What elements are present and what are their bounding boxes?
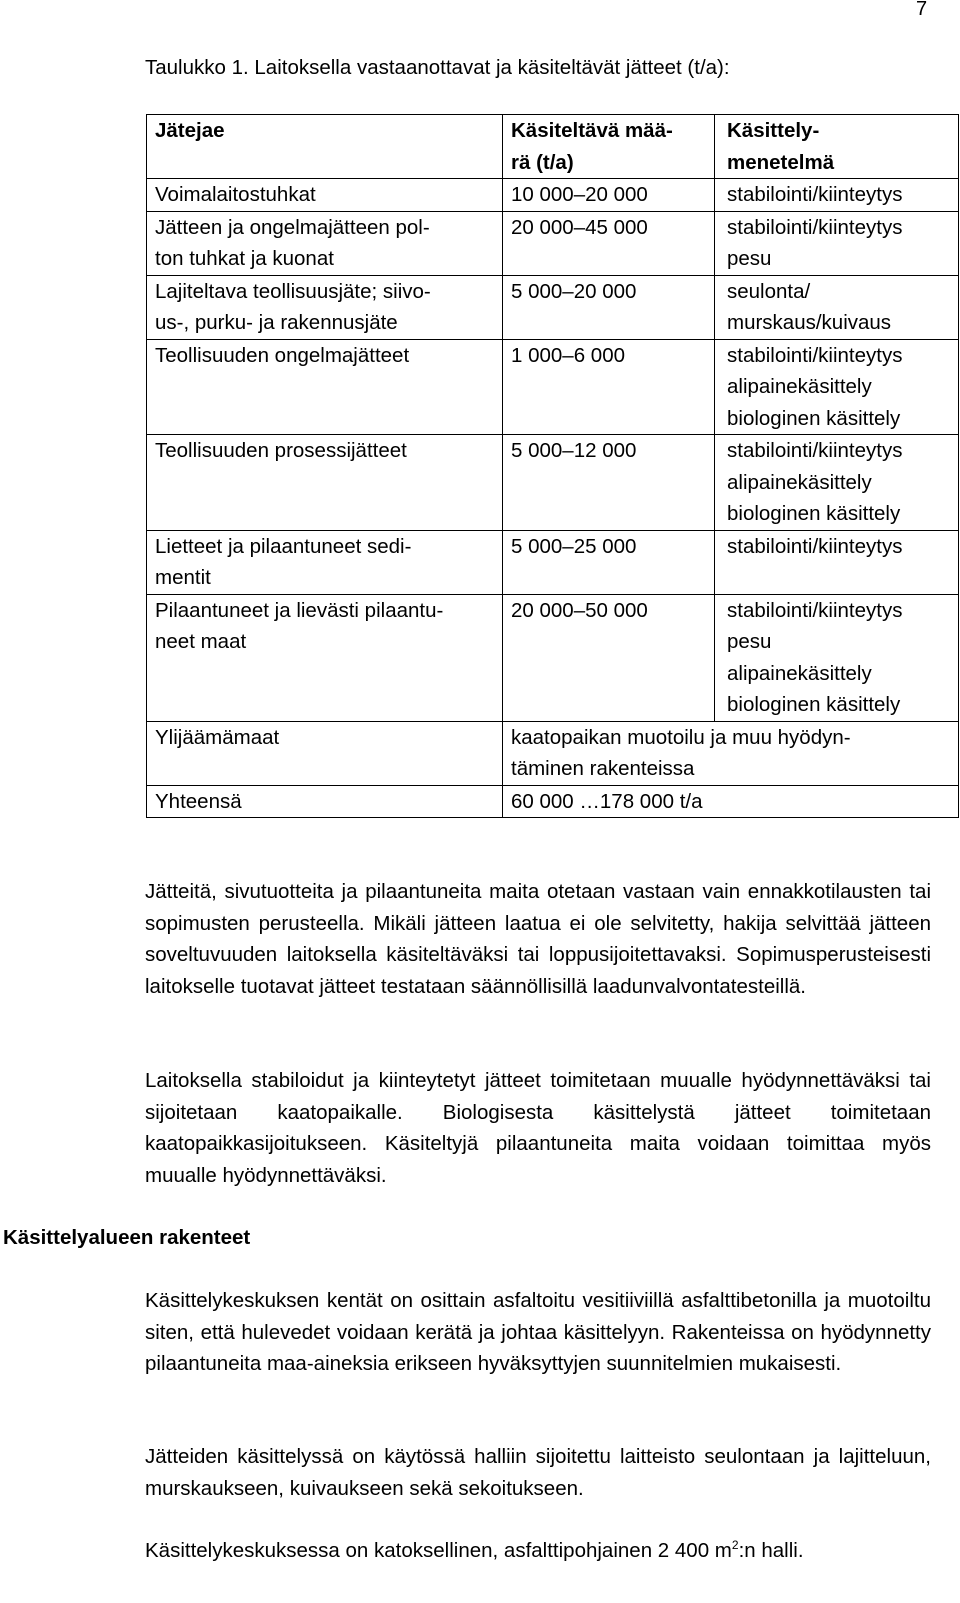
cell-line: Jätteen ja ongelmajätteen pol- (155, 215, 430, 239)
cell-amount: 10 000–20 000 (503, 179, 715, 212)
cell-waste (147, 530, 503, 594)
cell-line: stabilointi/kiinteytys (727, 343, 903, 367)
cell-line: mentit (155, 566, 211, 589)
cell-amount: 1 000–6 000 (503, 339, 715, 435)
cell-line: neet maat (155, 630, 247, 653)
cell-method (715, 435, 959, 531)
table-row (147, 179, 959, 212)
cell-amount: 20 000–50 000 (503, 594, 715, 721)
table-row (147, 530, 959, 594)
cell-line: stabilointi/kiinteytys (727, 183, 903, 206)
table-row (147, 339, 959, 435)
section-heading: Käsittelyalueen rakenteet (3, 1226, 251, 1249)
cell-amount: 5 000–25 000 (503, 530, 715, 594)
header-amount-line: rä (t/a) (511, 150, 574, 174)
table-caption: Taulukko 1. Laitoksella vastaanottavat ja käsiteltävät jätteet (t/a): (145, 56, 730, 79)
header-method-line: menetelmä (727, 150, 835, 174)
header-method-line: Käsittely- (727, 119, 820, 142)
table-row-total (147, 785, 959, 818)
cell-line: biologinen käsittely (727, 693, 901, 716)
paragraph-acceptance: Jätteitä, sivutuotteita ja pilaantuneita maita otetaan vastaan vain ennakkotilausten tai sopimusten perusteella. Mikäli jätteen laatua ei ole selvitetty, hakija selvittää jätteen soveltuvuuden laitoksella käsiteltäväksi tai loppusijoitettavaksi. Sopimusperusteisesti laitokselle tuotavat jätteet testataan säännöllisillä laadunvalvontatesteillä. (145, 880, 931, 998)
cell-waste: Ylijäämämaat (147, 721, 503, 785)
table-row (147, 211, 959, 275)
cell-method (715, 211, 959, 275)
cell-line: Lietteet ja pilaantuneet sedi- (155, 534, 412, 558)
cell-line: täminen rakenteissa (511, 757, 695, 780)
cell-method (715, 179, 959, 212)
cell-line: stabilointi/kiinteytys (727, 534, 903, 558)
table-row (147, 275, 959, 339)
table-row-surplus (147, 721, 959, 785)
cell-waste (147, 275, 503, 339)
total-label: Yhteensä (147, 785, 503, 818)
header-waste: Jätejae (147, 115, 503, 179)
paragraph-structures: Käsittelykeskuksen kentät on osittain asfaltoitu vesitiiviillä asfalttibetonilla ja muotoiltu siten, että hulevedet voidaan kerätä ja johtaa käsittelyyn. Rakenteissa on hyödynnetty pilaantuneita maa-aineksia erikseen hyväksyttyjen suunnitelmien mukaisesti. (145, 1289, 931, 1375)
header-method (715, 115, 959, 179)
total-value: 60 000 …178 000 t/a (503, 785, 959, 818)
table-row (147, 435, 959, 531)
cell-method (715, 594, 959, 721)
cell-line: alipainekäsittely (727, 375, 872, 398)
cell-line: ton tuhkat ja kuonat (155, 247, 334, 270)
cell-line: biologinen käsittely (727, 406, 901, 430)
cell-line: alipainekäsittely (727, 661, 872, 685)
hall-text-end: :n halli. (738, 1539, 804, 1562)
page-number: 7 (916, 0, 928, 20)
table-row (147, 594, 959, 721)
paragraph-delivery: Laitoksella stabiloidut ja kiinteytetyt jätteet toimitetaan muualle hyödynnettäväksi tai sijoitetaan kaatopaikalle. Biologisesta käsittelystä jätteet toimitetaan kaatopaikkasijoitukseen. Käsiteltyjä pilaantuneita maita voidaan toimittaa myös muualle hyödynnettäväksi. (145, 1069, 931, 1187)
cell-waste (147, 339, 503, 435)
cell-line: alipainekäsittely (727, 470, 872, 494)
cell-line: pesu (727, 630, 772, 653)
header-amount-line: Käsiteltävä mää- (511, 119, 673, 142)
cell-waste (147, 179, 503, 212)
cell-amount: 5 000–12 000 (503, 435, 715, 531)
cell-surplus-usage (503, 721, 959, 785)
cell-line: pesu (727, 247, 772, 270)
cell-amount: 5 000–20 000 (503, 275, 715, 339)
cell-line: Teollisuuden ongelmajätteet (155, 343, 410, 367)
cell-line: Lajiteltava teollisuusjäte; siivo- (155, 279, 431, 303)
cell-line: murskaus/kuivaus (727, 311, 892, 334)
cell-amount: 20 000–45 000 (503, 211, 715, 275)
paragraph-equipment: Jätteiden käsittelyssä on käytössä halliin sijoitettu laitteisto seulontaan ja lajitteluun, murskaukseen, kuivaukseen sekä sekoitukseen. (145, 1445, 931, 1500)
table-header-row (147, 115, 959, 179)
cell-line: seulonta/ (727, 279, 811, 303)
cell-waste (147, 435, 503, 531)
cell-line: kaatopaikan muotoilu ja muu hyödyn- (511, 725, 851, 749)
cell-line: stabilointi/kiinteytys (727, 215, 903, 239)
waste-table (146, 114, 959, 818)
superscript: 2 (731, 1538, 739, 1552)
cell-waste (147, 211, 503, 275)
cell-line: Teollisuuden prosessijätteet (155, 439, 407, 462)
paragraph-hall (145, 1535, 931, 1567)
cell-line: stabilointi/kiinteytys (727, 439, 903, 462)
cell-line: stabilointi/kiinteytys (727, 598, 903, 622)
cell-line: Voimalaitostuhkat (155, 183, 316, 206)
cell-method (715, 275, 959, 339)
cell-line: biologinen käsittely (727, 502, 901, 525)
hall-text: Käsittelykeskuksessa on katoksellinen, asfalttipohjainen 2 400 m (145, 1539, 732, 1562)
cell-line: Pilaantuneet ja lievästi pilaantu- (155, 598, 444, 622)
cell-waste (147, 594, 503, 721)
header-amount (503, 115, 715, 179)
table-body (147, 179, 959, 722)
cell-method (715, 530, 959, 594)
cell-method (715, 339, 959, 435)
cell-line: us-, purku- ja rakennusjäte (155, 311, 398, 334)
